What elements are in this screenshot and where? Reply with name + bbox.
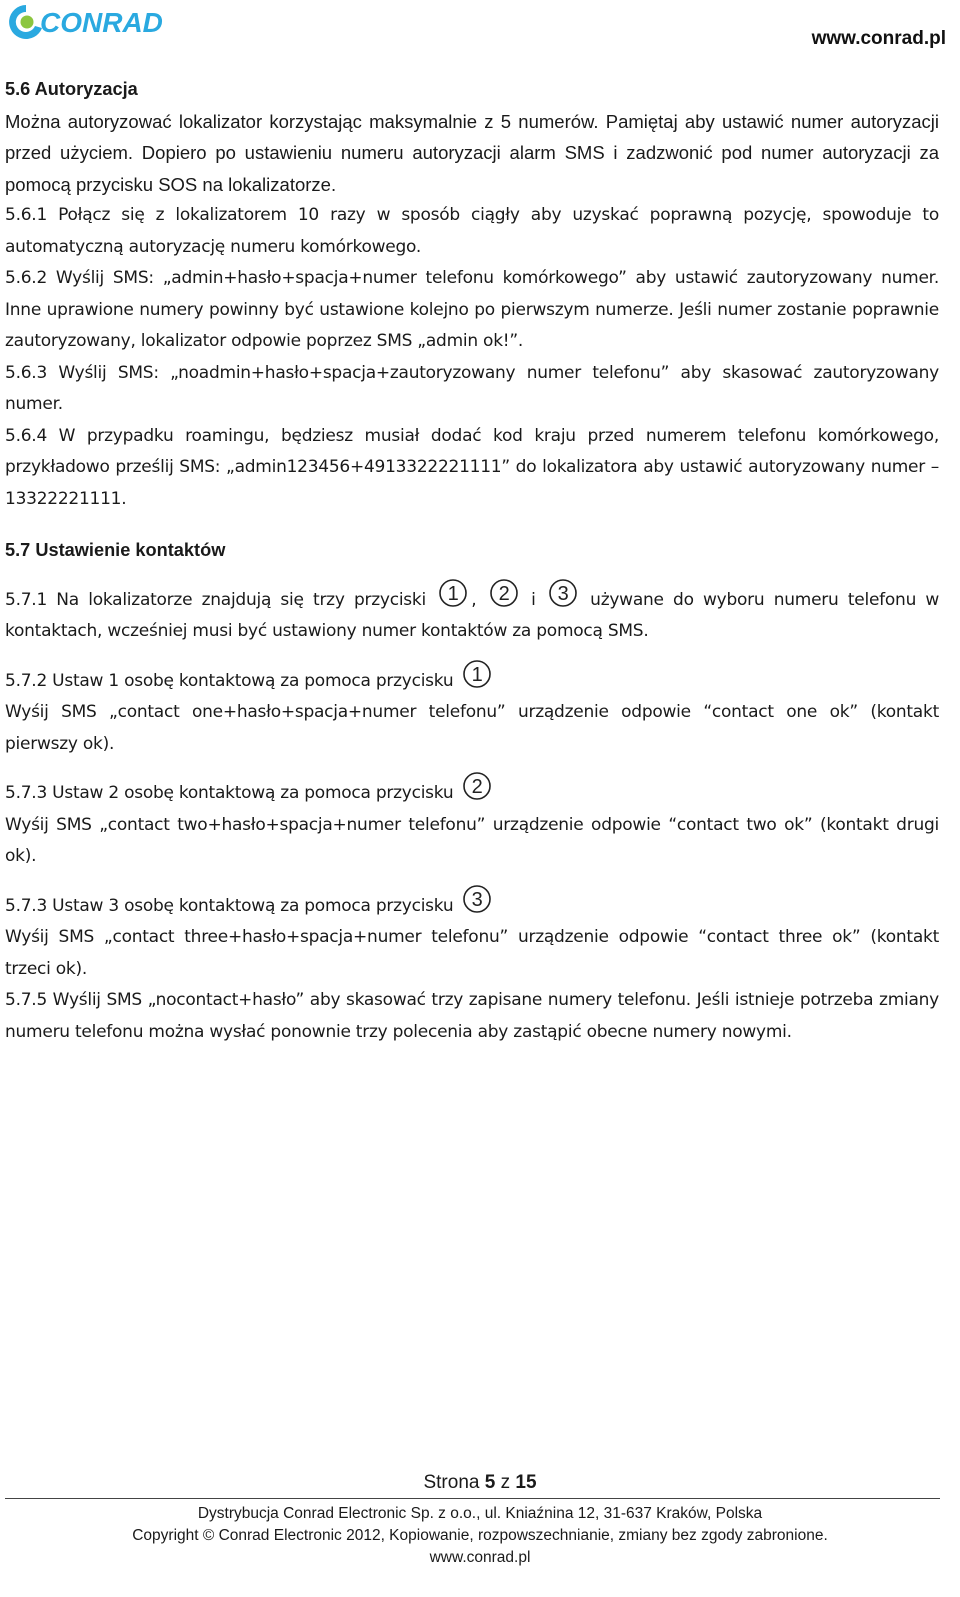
button-three-icon xyxy=(547,577,579,609)
contact-two-icon xyxy=(461,770,493,802)
svg-text:1: 1 xyxy=(447,582,459,605)
page-label: Strona xyxy=(423,1472,480,1493)
svg-text:3: 3 xyxy=(557,582,569,605)
footer-url[interactable]: www.conrad.pl xyxy=(429,1549,531,1566)
paragraph-5-7-1-sep1: , xyxy=(471,589,477,610)
svg-text:3: 3 xyxy=(471,888,482,911)
paragraph-5-7-3-body: Wyśij SMS „contact two+hasło+spacja+numer telefonu” urządzenie odpowie “contact two ok” (kontakt drugi ok). xyxy=(5,814,939,866)
paragraph-5-7-1 xyxy=(5,577,939,648)
footer-copyright: Copyright © Conrad Electronic 2012, Kopiowanie, rozpowszechnianie, zmiany bez zgody zabronione. xyxy=(132,1527,828,1544)
paragraph-5-7-2-head-text: 5.7.2 Ustaw 1 osobę kontaktową za pomoca przycisku xyxy=(5,670,454,691)
svg-text:2: 2 xyxy=(498,582,510,605)
paragraph-5-6-4: 5.6.4 W przypadku roamingu, będziesz musiał dodać kod kraju przed numerem telefonu komórkowego, przykładowo prześlij SMS: „admin123456+4913322221111” do lokalizatora aby ustawić autoryzowany numer – 13322221111. xyxy=(5,425,939,509)
paragraph-5-7-1-text-a: 5.7.1 Na lokalizatorze znajdują się trzy przyciski xyxy=(5,589,426,610)
page-number xyxy=(0,1470,960,1496)
paragraph-5-7-2-head xyxy=(5,658,939,698)
section-5-7-title: 5.7 Ustawienie kontaktów xyxy=(5,540,226,560)
paragraph-5-7-4-body: Wyśij SMS „contact three+hasło+spacja+numer telefonu” urządzenie odpowie “contact three ok” (kontakt trzeci ok). xyxy=(5,927,939,979)
svg-text:1: 1 xyxy=(471,663,482,686)
contact-three-icon xyxy=(461,883,493,915)
footer-distributor: Dystrybucja Conrad Electronic Sp. z o.o., ul. Kniaźnina 12, 31-637 Kraków, Polska xyxy=(197,1505,763,1522)
paragraph-5-6-1: 5.6.1 Połącz się z lokalizatorem 10 razy w sposób ciągły aby uzyskać poprawną pozycję, spowoduje to automatyczną autoryzację numeru komórkowego. xyxy=(5,205,939,257)
paragraph-5-7-1-sep2: i xyxy=(531,589,536,610)
paragraph-5-7-5: 5.7.5 Wyślij SMS „nocontact+hasło” aby skasować trzy zapisane numery telefonu. Jeśli istnieje potrzeba zmiany numeru telefonu można wysłać ponownie trzy polecenia aby zastąpić obecne numery nowymi. xyxy=(5,990,939,1042)
section-5-6-intro: Można autoryzować lokalizator korzystając maksymalnie z 5 numerów. Pamiętaj aby ustawić numer autoryzacji przed użyciem. Dopiero po ustawieniu numeru autoryzacji alarm SMS i zadzwonić pod numer autoryzacji za pomocą przycisku SOS na lokalizatorze. xyxy=(5,110,939,195)
header-site-url[interactable]: www.conrad.pl xyxy=(811,28,946,49)
paragraph-5-7-3-head-text: 5.7.3 Ustaw 2 osobę kontaktową za pomoca przycisku xyxy=(5,783,454,803)
button-one-icon xyxy=(437,577,469,609)
paragraph-5-7-2-body: Wyśij SMS „contact one+hasło+spacja+numer telefonu” urządzenie odpowie “contact one ok” (kontakt pierwszy ok). xyxy=(5,702,939,754)
page-footer xyxy=(0,1470,960,1569)
paragraph-5-6-2: 5.6.2 Wyślij SMS: „admin+hasło+spacja+numer telefonu komórkowego” aby ustawić zautoryzowany numer. Inne uprawione numery powinny być ustawione kolejno po pierwszym numerze. Jeśli numer zostanie poprawnie zautoryzowany, lokalizator odpowie poprzez SMS „admin ok!”. xyxy=(5,268,939,351)
page-sep: z xyxy=(500,1472,511,1493)
paragraph-5-7-4-head-text: 5.7.3 Ustaw 3 osobę kontaktową za pomoca przycisku xyxy=(5,895,454,916)
paragraph-5-7-3-head xyxy=(5,770,939,810)
paragraph-5-7-4-head xyxy=(5,883,939,923)
conrad-logo xyxy=(6,2,166,42)
page-current: 5 xyxy=(484,1472,496,1493)
logo-text: CONRAD xyxy=(40,7,163,38)
document-body xyxy=(5,74,939,1048)
section-5-6-title: 5.6 Autoryzacja xyxy=(5,79,138,99)
button-two-icon xyxy=(488,577,520,609)
svg-text:2: 2 xyxy=(471,776,482,798)
contact-one-icon xyxy=(461,658,493,690)
footer-divider xyxy=(5,1498,940,1499)
page-total: 15 xyxy=(515,1472,537,1493)
paragraph-5-7-1-text-b: używane do wyboru numeru telefonu w kontaktach, wcześniej musi być ustawiony numer kontaktów za pomocą SMS. xyxy=(5,589,940,641)
paragraph-5-6-3: 5.6.3 Wyślij SMS: „noadmin+hasło+spacja+zautoryzowany numer telefonu” aby skasować zautoryzowany numer. xyxy=(5,362,939,414)
